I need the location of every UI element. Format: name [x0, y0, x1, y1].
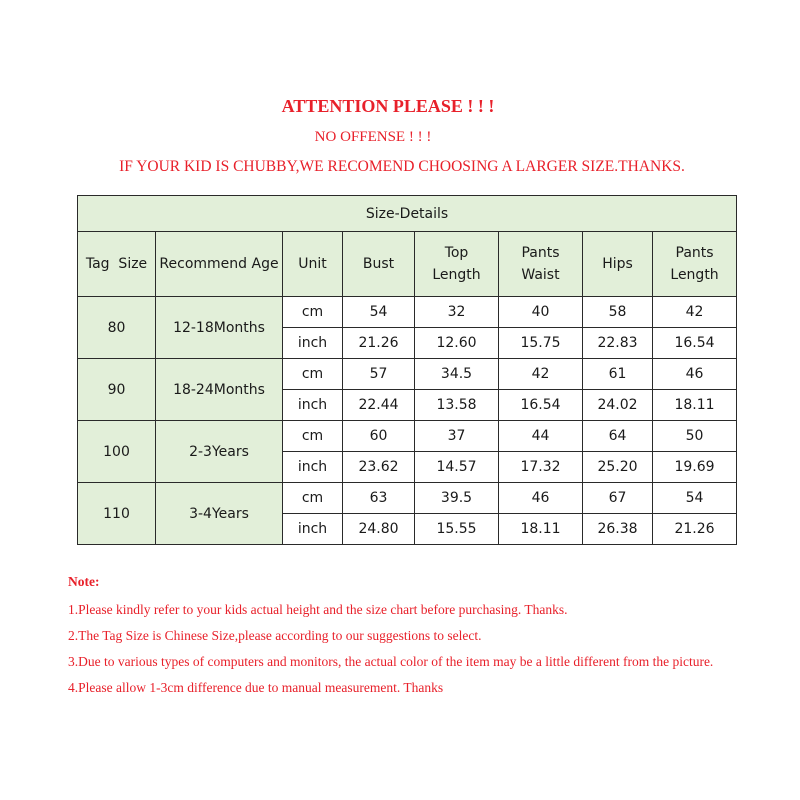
tag-size-cell: 80: [78, 297, 156, 359]
measurement-cell: 57: [343, 359, 415, 390]
measurement-cell: 19.69: [653, 452, 737, 483]
measurement-cell: 63: [343, 483, 415, 514]
notes-section: [68, 574, 713, 701]
unit-cell: cm: [283, 483, 343, 514]
measurement-cell: 50: [653, 421, 737, 452]
tag-size-cell: 90: [78, 359, 156, 421]
recommend-age-cell: 12-18Months: [156, 297, 283, 359]
table-title: Size-Details: [78, 196, 737, 232]
measurement-cell: 54: [343, 297, 415, 328]
unit-cell: inch: [283, 328, 343, 359]
measurement-cell: 39.5: [415, 483, 499, 514]
column-header: Bust: [343, 232, 415, 297]
chubby-advice-text: IF YOUR KID IS CHUBBY,WE RECOMEND CHOOSING A LARGER SIZE.THANKS.: [119, 158, 685, 175]
measurement-cell: 44: [499, 421, 583, 452]
recommend-age-cell: 18-24Months: [156, 359, 283, 421]
measurement-cell: 46: [653, 359, 737, 390]
unit-cell: cm: [283, 359, 343, 390]
column-header-row: [78, 232, 737, 297]
measurement-cell: 64: [583, 421, 653, 452]
measurement-cell: 67: [583, 483, 653, 514]
tag-size-cell: 110: [78, 483, 156, 545]
note-item: 3.Due to various types of computers and monitors, the actual color of the item may be a little different from the picture.: [68, 654, 714, 669]
measurement-cell: 37: [415, 421, 499, 452]
table-row: [78, 297, 737, 328]
measurement-cell: 17.32: [499, 452, 583, 483]
measurement-cell: 13.58: [415, 390, 499, 421]
measurement-cell: 21.26: [653, 514, 737, 545]
measurement-cell: 25.20: [583, 452, 653, 483]
measurement-cell: 16.54: [499, 390, 583, 421]
measurement-cell: 16.54: [653, 328, 737, 359]
measurement-cell: 18.11: [653, 390, 737, 421]
unit-cell: inch: [283, 390, 343, 421]
measurement-cell: 40: [499, 297, 583, 328]
column-header: Recommend Age: [156, 232, 283, 297]
note-item: 4.Please allow 1-3cm difference due to manual measurement. Thanks: [68, 680, 444, 695]
measurement-cell: 32: [415, 297, 499, 328]
measurement-cell: 23.62: [343, 452, 415, 483]
measurement-cell: 14.57: [415, 452, 499, 483]
recommend-age-cell: 2-3Years: [156, 421, 283, 483]
table-row: [78, 359, 737, 390]
column-header: Pants Waist: [499, 232, 583, 297]
measurement-cell: 18.11: [499, 514, 583, 545]
measurement-cell: 15.75: [499, 328, 583, 359]
measurement-cell: 54: [653, 483, 737, 514]
measurement-cell: 46: [499, 483, 583, 514]
measurement-cell: 58: [583, 297, 653, 328]
attention-heading: ATTENTION PLEASE ! ! !: [281, 96, 495, 116]
column-header: Hips: [583, 232, 653, 297]
measurement-cell: 34.5: [415, 359, 499, 390]
column-header: Tag Size: [78, 232, 156, 297]
tag-size-cell: 100: [78, 421, 156, 483]
column-header: Unit: [283, 232, 343, 297]
unit-cell: cm: [283, 421, 343, 452]
measurement-cell: 12.60: [415, 328, 499, 359]
unit-cell: inch: [283, 452, 343, 483]
notes-title: Note:: [68, 574, 100, 589]
measurement-cell: 24.80: [343, 514, 415, 545]
table-row: [78, 421, 737, 452]
recommend-age-cell: 3-4Years: [156, 483, 283, 545]
measurement-cell: 61: [583, 359, 653, 390]
measurement-cell: 60: [343, 421, 415, 452]
measurement-cell: 21.26: [343, 328, 415, 359]
measurement-cell: 22.83: [583, 328, 653, 359]
unit-cell: inch: [283, 514, 343, 545]
table-row: [78, 483, 737, 514]
note-item: 2.The Tag Size is Chinese Size,please according to our suggestions to select.: [68, 628, 482, 643]
size-chart-table: [77, 195, 737, 545]
unit-cell: cm: [283, 297, 343, 328]
measurement-cell: 15.55: [415, 514, 499, 545]
measurement-cell: 42: [499, 359, 583, 390]
measurement-cell: 42: [653, 297, 737, 328]
column-header: Pants Length: [653, 232, 737, 297]
measurement-cell: 26.38: [583, 514, 653, 545]
measurement-cell: 24.02: [583, 390, 653, 421]
no-offense-text: NO OFFENSE ! ! !: [314, 129, 432, 145]
column-header: Top Length: [415, 232, 499, 297]
note-item: 1.Please kindly refer to your kids actual height and the size chart before purchasing. Thanks.: [68, 602, 568, 617]
measurement-cell: 22.44: [343, 390, 415, 421]
